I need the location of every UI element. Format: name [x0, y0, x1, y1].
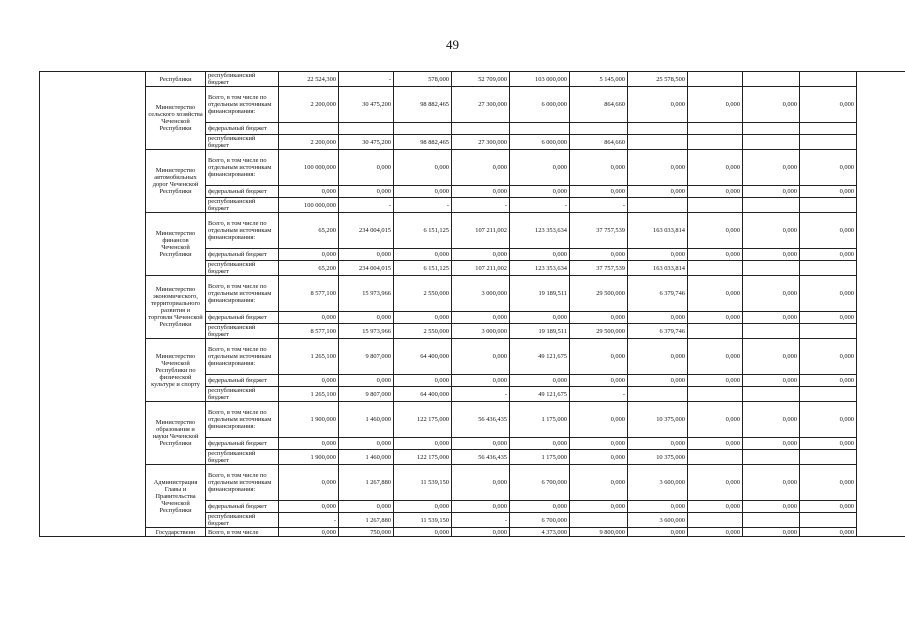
funding-source-cell: федеральный бюджет — [206, 312, 279, 324]
value-cell: 8 577,100 — [279, 276, 339, 312]
value-cell: 0,000 — [452, 249, 510, 261]
table-row — [40, 87, 905, 123]
value-cell: 0,000 — [688, 312, 743, 324]
value-cell: 0,000 — [743, 375, 800, 387]
value-cell — [743, 324, 800, 339]
value-cell: 1 265,100 — [279, 387, 339, 402]
value-cell: 0,000 — [743, 276, 800, 312]
value-cell: 2 550,000 — [394, 276, 452, 312]
org-cell: Министерство автомобильных дорог Чеченской Республики — [146, 150, 206, 213]
table-row — [40, 528, 905, 537]
value-cell — [743, 198, 800, 213]
value-cell — [800, 261, 857, 276]
value-cell: 864,660 — [570, 87, 628, 123]
org-cell: Министерство экономического, территориального развития и торговли Чеченской Республики — [146, 276, 206, 339]
value-cell: 0,000 — [800, 465, 857, 501]
value-cell: 100 000,000 — [279, 150, 339, 186]
value-cell: 64 400,000 — [394, 387, 452, 402]
value-cell: 3 000,000 — [452, 324, 510, 339]
value-cell: 0,000 — [743, 501, 800, 513]
funding-source-cell: Всего, в том числе по отдельным источникам финансирования: — [206, 87, 279, 123]
value-cell — [800, 387, 857, 402]
value-cell: - — [339, 198, 394, 213]
value-cell: 0,000 — [452, 438, 510, 450]
org-cell: Министерство сельского хозяйства Чеченской Республики — [146, 87, 206, 150]
value-cell: 37 757,539 — [570, 261, 628, 276]
value-cell: 122 175,000 — [394, 402, 452, 438]
value-cell — [743, 135, 800, 150]
value-cell: 0,000 — [279, 438, 339, 450]
table-row — [40, 213, 905, 249]
value-cell: 1 900,000 — [279, 402, 339, 438]
funding-source-cell: федеральный бюджет — [206, 186, 279, 198]
funding-source-cell: Всего, в том числе по отдельным источникам финансирования: — [206, 276, 279, 312]
value-cell: 0,000 — [339, 312, 394, 324]
value-cell: - — [510, 198, 570, 213]
value-cell: 65,200 — [279, 261, 339, 276]
value-cell: 0,000 — [800, 186, 857, 198]
value-cell: 0,000 — [394, 312, 452, 324]
value-cell: 0,000 — [628, 528, 688, 537]
value-cell: 0,000 — [452, 312, 510, 324]
value-cell: 0,000 — [743, 339, 800, 375]
value-cell: 0,000 — [743, 465, 800, 501]
value-cell: 0,000 — [688, 402, 743, 438]
org-cell: Министерство образования и науки Чеченской Республики — [146, 402, 206, 465]
value-cell: 0,000 — [570, 249, 628, 261]
value-cell: 0,000 — [743, 438, 800, 450]
value-cell: 6 379,746 — [628, 276, 688, 312]
value-cell: 11 539,150 — [394, 465, 452, 501]
funding-source-cell: республиканский бюджет — [206, 387, 279, 402]
value-cell: 0,000 — [339, 438, 394, 450]
value-cell: 0,000 — [394, 249, 452, 261]
value-cell: 4 373,000 — [510, 528, 570, 537]
value-cell: 0,000 — [688, 339, 743, 375]
value-cell: - — [339, 72, 394, 87]
value-cell: 1 175,000 — [510, 450, 570, 465]
value-cell: 0,000 — [688, 276, 743, 312]
org-cell: Республики — [146, 72, 206, 87]
value-cell: 0,000 — [743, 213, 800, 249]
value-cell: 123 353,634 — [510, 261, 570, 276]
value-cell — [800, 72, 857, 87]
value-cell: 0,000 — [510, 312, 570, 324]
value-cell: 0,000 — [570, 375, 628, 387]
value-cell: 64 400,000 — [394, 339, 452, 375]
value-cell: 0,000 — [570, 438, 628, 450]
value-cell: 52 709,000 — [452, 72, 510, 87]
funding-source-cell: Всего, в том числе по отдельным источникам финансирования: — [206, 339, 279, 375]
value-cell: 0,000 — [800, 402, 857, 438]
value-cell: 0,000 — [800, 213, 857, 249]
funding-source-cell: федеральный бюджет — [206, 438, 279, 450]
value-cell — [688, 123, 743, 135]
value-cell: 0,000 — [570, 501, 628, 513]
value-cell: 0,000 — [279, 312, 339, 324]
value-cell: - — [452, 513, 510, 528]
value-cell: 30 475,200 — [339, 135, 394, 150]
value-cell: 0,000 — [628, 375, 688, 387]
value-cell: 578,000 — [394, 72, 452, 87]
value-cell — [743, 261, 800, 276]
value-cell: 2 550,000 — [394, 324, 452, 339]
value-cell: 0,000 — [688, 528, 743, 537]
value-cell — [688, 387, 743, 402]
value-cell: 0,000 — [688, 150, 743, 186]
value-cell: 100 000,000 — [279, 198, 339, 213]
value-cell: 0,000 — [743, 87, 800, 123]
org-cell: Министерство Чеченской Республики по физической культуре и спорту — [146, 339, 206, 402]
org-cell: Министерство финансов Чеченской Республики — [146, 213, 206, 276]
value-cell: 0,000 — [800, 375, 857, 387]
value-cell: 0,000 — [800, 276, 857, 312]
value-cell: 30 475,200 — [339, 87, 394, 123]
value-cell — [800, 450, 857, 465]
value-cell: 6 700,000 — [510, 513, 570, 528]
value-cell: 0,000 — [628, 438, 688, 450]
value-cell: 103 000,000 — [510, 72, 570, 87]
value-cell: 0,000 — [510, 186, 570, 198]
value-cell: - — [394, 198, 452, 213]
value-cell: 0,000 — [800, 501, 857, 513]
value-cell: 0,000 — [800, 249, 857, 261]
value-cell: 65,200 — [279, 213, 339, 249]
value-cell: 15 973,966 — [339, 324, 394, 339]
value-cell: 0,000 — [743, 312, 800, 324]
table-row — [40, 402, 905, 438]
value-cell — [800, 198, 857, 213]
value-cell: 107 211,002 — [452, 261, 510, 276]
value-cell: 234 004,015 — [339, 213, 394, 249]
value-cell: 0,000 — [452, 150, 510, 186]
value-cell: 0,000 — [394, 375, 452, 387]
value-cell — [688, 135, 743, 150]
value-cell: 19 189,511 — [510, 276, 570, 312]
table-row — [40, 150, 905, 186]
org-cell: Администрация Главы и Правительства Чеченской Республики — [146, 465, 206, 528]
value-cell: 0,000 — [510, 150, 570, 186]
value-cell — [570, 123, 628, 135]
funding-source-cell: республиканский бюджет — [206, 198, 279, 213]
value-cell: 0,000 — [743, 249, 800, 261]
value-cell: 0,000 — [452, 186, 510, 198]
table-row — [40, 276, 905, 312]
value-cell: 0,000 — [279, 528, 339, 537]
value-cell: 25 578,500 — [628, 72, 688, 87]
value-cell: 1 460,000 — [339, 402, 394, 438]
value-cell: 0,000 — [628, 150, 688, 186]
value-cell: 9 807,000 — [339, 339, 394, 375]
value-cell — [452, 123, 510, 135]
value-cell: 49 121,675 — [510, 339, 570, 375]
value-cell: 0,000 — [800, 87, 857, 123]
value-cell — [510, 123, 570, 135]
value-cell: 9 800,000 — [570, 528, 628, 537]
value-cell: 0,000 — [570, 465, 628, 501]
value-cell: 0,000 — [279, 186, 339, 198]
value-cell: 3 600,000 — [628, 465, 688, 501]
value-cell: 0,000 — [452, 465, 510, 501]
value-cell: 56 436,435 — [452, 450, 510, 465]
value-cell: 10 375,000 — [628, 402, 688, 438]
value-cell: 0,000 — [570, 402, 628, 438]
value-cell: - — [570, 198, 628, 213]
table-row — [40, 72, 905, 87]
value-cell: 0,000 — [688, 249, 743, 261]
budget-table — [39, 71, 905, 537]
value-cell: - — [452, 387, 510, 402]
value-cell — [743, 72, 800, 87]
value-cell: 0,000 — [800, 312, 857, 324]
value-cell: 750,000 — [339, 528, 394, 537]
value-cell: 0,000 — [688, 213, 743, 249]
value-cell: 0,000 — [743, 150, 800, 186]
value-cell: 0,000 — [394, 501, 452, 513]
value-cell — [570, 513, 628, 528]
right-blank-cell — [857, 72, 905, 537]
funding-source-cell: республиканский бюджет — [206, 72, 279, 87]
value-cell: 0,000 — [510, 375, 570, 387]
value-cell: 0,000 — [570, 186, 628, 198]
value-cell: 0,000 — [628, 501, 688, 513]
value-cell: 0,000 — [800, 150, 857, 186]
value-cell: 0,000 — [339, 150, 394, 186]
value-cell: 0,000 — [394, 528, 452, 537]
value-cell: 0,000 — [510, 249, 570, 261]
value-cell: 1 460,000 — [339, 450, 394, 465]
value-cell: 10 375,000 — [628, 450, 688, 465]
value-cell: 1 175,000 — [510, 402, 570, 438]
value-cell: 0,000 — [452, 528, 510, 537]
funding-source-cell: Всего, в том числе — [206, 528, 279, 537]
value-cell: 49 121,675 — [510, 387, 570, 402]
funding-source-cell: Всего, в том числе по отдельным источникам финансирования: — [206, 213, 279, 249]
value-cell: 0,000 — [452, 375, 510, 387]
value-cell: 0,000 — [339, 186, 394, 198]
table-row — [40, 339, 905, 375]
org-cell: Государственн — [146, 528, 206, 537]
value-cell: 1 267,880 — [339, 513, 394, 528]
value-cell: 123 353,634 — [510, 213, 570, 249]
value-cell: 0,000 — [688, 186, 743, 198]
funding-source-cell: федеральный бюджет — [206, 375, 279, 387]
funding-source-cell: Всего, в том числе по отдельным источникам финансирования: — [206, 402, 279, 438]
value-cell — [628, 198, 688, 213]
funding-source-cell: федеральный бюджет — [206, 249, 279, 261]
value-cell — [800, 324, 857, 339]
value-cell: 29 500,000 — [570, 324, 628, 339]
value-cell — [688, 198, 743, 213]
value-cell: 1 267,880 — [339, 465, 394, 501]
value-cell: 0,000 — [628, 312, 688, 324]
funding-source-cell: Всего, в том числе по отдельным источникам финансирования: — [206, 465, 279, 501]
value-cell: 0,000 — [628, 339, 688, 375]
value-cell: 1 265,100 — [279, 339, 339, 375]
value-cell: 0,000 — [339, 501, 394, 513]
table-row — [40, 465, 905, 501]
value-cell: 11 539,150 — [394, 513, 452, 528]
value-cell: 0,000 — [570, 450, 628, 465]
funding-source-cell: федеральный бюджет — [206, 501, 279, 513]
value-cell — [800, 123, 857, 135]
value-cell — [688, 450, 743, 465]
value-cell: 98 882,465 — [394, 135, 452, 150]
funding-source-cell: республиканский бюджет — [206, 135, 279, 150]
funding-source-cell: Всего, в том числе по отдельным источникам финансирования: — [206, 150, 279, 186]
value-cell: 6 151,125 — [394, 213, 452, 249]
value-cell — [688, 72, 743, 87]
value-cell: 0,000 — [452, 501, 510, 513]
value-cell: - — [570, 387, 628, 402]
value-cell: 0,000 — [510, 438, 570, 450]
value-cell: 0,000 — [688, 501, 743, 513]
value-cell: 0,000 — [800, 339, 857, 375]
value-cell: 0,000 — [688, 87, 743, 123]
value-cell: 56 436,435 — [452, 402, 510, 438]
value-cell: 0,000 — [743, 186, 800, 198]
value-cell: 5 145,000 — [570, 72, 628, 87]
value-cell — [743, 123, 800, 135]
value-cell: 15 973,966 — [339, 276, 394, 312]
value-cell: 0,000 — [279, 501, 339, 513]
value-cell: 6 151,125 — [394, 261, 452, 276]
value-cell: 163 033,814 — [628, 261, 688, 276]
value-cell: 6 000,000 — [510, 87, 570, 123]
value-cell: 29 500,000 — [570, 276, 628, 312]
page-number: 49 — [446, 37, 459, 52]
value-cell: 0,000 — [570, 339, 628, 375]
value-cell — [279, 123, 339, 135]
value-cell: 0,000 — [688, 375, 743, 387]
value-cell: 3 600,000 — [628, 513, 688, 528]
value-cell: 0,000 — [800, 438, 857, 450]
value-cell: 9 807,000 — [339, 387, 394, 402]
value-cell: 8 577,100 — [279, 324, 339, 339]
value-cell: 1 900,000 — [279, 450, 339, 465]
funding-source-cell: республиканский бюджет — [206, 324, 279, 339]
funding-source-cell: федеральный бюджет — [206, 123, 279, 135]
value-cell: 0,000 — [394, 150, 452, 186]
value-cell: 0,000 — [570, 312, 628, 324]
value-cell: 0,000 — [688, 465, 743, 501]
funding-source-cell: республиканский бюджет — [206, 261, 279, 276]
funding-source-cell: республиканский бюджет — [206, 450, 279, 465]
value-cell: 0,000 — [628, 249, 688, 261]
value-cell: 2 200,000 — [279, 135, 339, 150]
value-cell: 27 300,000 — [452, 135, 510, 150]
value-cell: 0,000 — [279, 465, 339, 501]
value-cell: 122 175,000 — [394, 450, 452, 465]
value-cell — [688, 261, 743, 276]
value-cell: 6 379,746 — [628, 324, 688, 339]
value-cell: 163 033,814 — [628, 213, 688, 249]
value-cell: - — [279, 513, 339, 528]
value-cell: 0,000 — [570, 150, 628, 186]
value-cell: 864,660 — [570, 135, 628, 150]
value-cell: 37 757,539 — [570, 213, 628, 249]
value-cell — [743, 387, 800, 402]
value-cell — [339, 123, 394, 135]
value-cell: 0,000 — [628, 87, 688, 123]
value-cell — [743, 513, 800, 528]
value-cell: 0,000 — [394, 186, 452, 198]
value-cell — [743, 450, 800, 465]
value-cell — [688, 324, 743, 339]
value-cell — [628, 387, 688, 402]
value-cell: 6 700,000 — [510, 465, 570, 501]
value-cell: 27 300,000 — [452, 87, 510, 123]
value-cell: 0,000 — [339, 249, 394, 261]
value-cell: 0,000 — [743, 528, 800, 537]
value-cell: 0,000 — [743, 402, 800, 438]
value-cell — [800, 135, 857, 150]
value-cell — [800, 513, 857, 528]
value-cell: 0,000 — [279, 249, 339, 261]
value-cell — [688, 513, 743, 528]
value-cell: 6 000,000 — [510, 135, 570, 150]
left-blank-cell — [40, 72, 146, 537]
value-cell: 0,000 — [688, 438, 743, 450]
value-cell: 107 211,002 — [452, 213, 510, 249]
value-cell — [628, 123, 688, 135]
value-cell — [394, 123, 452, 135]
value-cell: 0,000 — [628, 186, 688, 198]
value-cell: 98 882,465 — [394, 87, 452, 123]
value-cell: 0,000 — [394, 438, 452, 450]
value-cell: 0,000 — [800, 528, 857, 537]
value-cell — [628, 135, 688, 150]
value-cell: 0,000 — [452, 339, 510, 375]
value-cell: 22 524,300 — [279, 72, 339, 87]
value-cell: 3 000,000 — [452, 276, 510, 312]
value-cell: 19 189,511 — [510, 324, 570, 339]
value-cell: 234 004,015 — [339, 261, 394, 276]
value-cell: 2 200,000 — [279, 87, 339, 123]
value-cell: 0,000 — [279, 375, 339, 387]
value-cell: 0,000 — [510, 501, 570, 513]
funding-source-cell: республиканский бюджет — [206, 513, 279, 528]
value-cell: - — [452, 198, 510, 213]
value-cell: 0,000 — [339, 375, 394, 387]
